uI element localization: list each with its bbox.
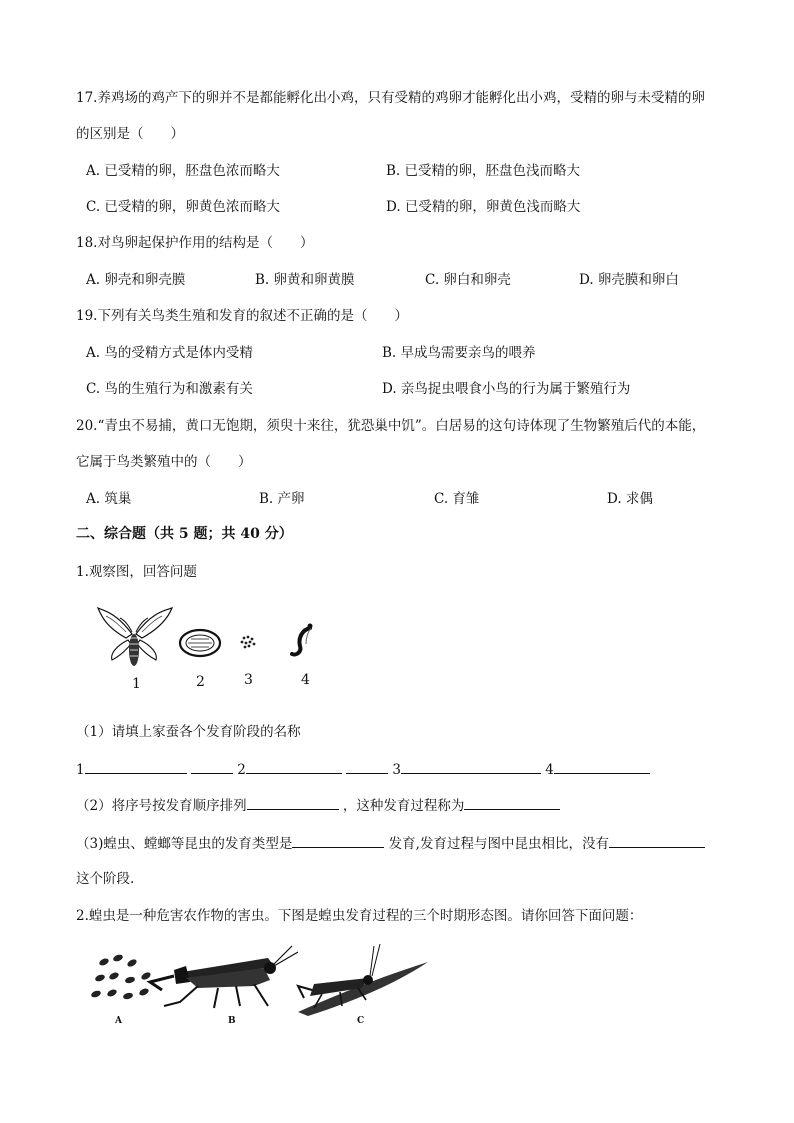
q19-stem: 19.下列有关鸟类生殖和发育的叙述不正确的是（ ） bbox=[76, 308, 408, 324]
blank-label-2: 2 bbox=[237, 762, 246, 778]
q19-option-c: C. 鸟的生殖行为和激素有关 bbox=[86, 381, 253, 397]
figure-label-3: 3 bbox=[244, 672, 253, 688]
figure-label-4: 4 bbox=[301, 672, 310, 688]
c1-sub3-text-b: 发育,发育过程与图中昆虫相比，没有 bbox=[388, 836, 609, 852]
q17-option-c: C. 已受精的卵，卵黄色浓而略大 bbox=[86, 199, 280, 215]
q17-option-a: A. 已受精的卵，胚盘色浓而略大 bbox=[86, 163, 280, 179]
figure-label-2: 2 bbox=[196, 674, 205, 690]
q18-stem: 18.对鸟卵起保护作用的结构是（ ） bbox=[76, 235, 314, 251]
q18-option-d: D. 卵壳膜和卵白 bbox=[579, 272, 679, 288]
q20-option-c: C. 育雏 bbox=[434, 491, 480, 507]
nymph-on-leaf-illustration bbox=[298, 944, 428, 1016]
q20-option-d: D. 求偶 bbox=[607, 491, 653, 507]
order-blank[interactable] bbox=[247, 795, 339, 810]
blank-label-1: 1 bbox=[76, 762, 85, 778]
missing-stage-blank[interactable] bbox=[609, 833, 705, 848]
larva-illustration bbox=[292, 624, 313, 655]
q17-option-d: D. 已受精的卵，卵黄色浅而略大 bbox=[386, 199, 581, 215]
answer-blank-1b[interactable] bbox=[191, 759, 233, 774]
c1-sub3-text-a: （3)蝗虫、螳螂等昆虫的发育类型是 bbox=[76, 836, 293, 852]
answer-blank-3[interactable] bbox=[401, 759, 541, 774]
c1-sub3-end: 这个阶段. bbox=[76, 871, 135, 887]
figure-label-b: B bbox=[228, 1016, 236, 1026]
c1-sub3 bbox=[76, 832, 705, 852]
figure-label-c: C bbox=[357, 1016, 365, 1026]
c1-sub2-text-a: （2）将序号按发育顺序排列 bbox=[76, 798, 247, 814]
q20-stem-line2: 它属于鸟类繁殖中的（ ） bbox=[76, 454, 252, 470]
blank-label-3: 3 bbox=[392, 762, 401, 778]
adult-locust-illustration bbox=[150, 946, 298, 1008]
q18-option-c: C. 卵白和卵壳 bbox=[425, 272, 511, 288]
answer-blank-4[interactable] bbox=[554, 759, 650, 774]
locust-lifecycle-figure bbox=[78, 936, 438, 1020]
q19-option-a: A. 鸟的受精方式是体内受精 bbox=[86, 345, 253, 361]
eggs-illustration bbox=[241, 636, 256, 649]
process-name-blank[interactable] bbox=[464, 795, 560, 810]
answer-blank-2a[interactable] bbox=[246, 759, 342, 774]
q18-option-b: B. 卵黄和卵黄膜 bbox=[255, 272, 355, 288]
q19-option-b: B. 早成鸟需要亲鸟的喂养 bbox=[382, 345, 536, 361]
q17-stem-line2: 的区别是（ ） bbox=[76, 126, 184, 142]
c2-stem: 2.蝗虫是一种危害农作物的害虫。下图是蝗虫发育过程的三个时期形态图。请你回答下面问题： bbox=[76, 908, 643, 924]
q19-option-d: D. 亲鸟捉虫喂食小鸟的行为属于繁殖行为 bbox=[382, 381, 631, 397]
development-type-blank[interactable] bbox=[292, 833, 384, 848]
figure-label-a: A bbox=[115, 1016, 122, 1026]
c1-sub1: （1）请填上家蚕各个发育阶段的名称 bbox=[76, 724, 301, 740]
q18-option-a: A. 卵壳和卵壳膜 bbox=[86, 272, 186, 288]
blank-label-4: 4 bbox=[545, 762, 554, 778]
section-heading: 二、综合题（共 5 题；共 40 分） bbox=[76, 526, 293, 542]
cocoon-illustration bbox=[180, 630, 220, 656]
q20-option-a: A. 筑巢 bbox=[86, 491, 132, 507]
figure-label-1: 1 bbox=[132, 676, 141, 692]
answer-blank-2b[interactable] bbox=[346, 759, 388, 774]
q17-stem-line1: 17.养鸡场的鸡产下的卵并不是都能孵化出小鸡，只有受精的鸡卵才能孵化出小鸡，受精的卵与未受精的卵 bbox=[76, 90, 705, 106]
q20-stem-line1: 20.“青虫不易捕，黄口无饱期，须臾十来往，犹恐巢中饥”。白居易的这句诗体现了生物繁殖后代的本能， bbox=[76, 418, 706, 434]
c1-stem: 1.观察图，回答问题 bbox=[76, 564, 197, 580]
locust-eggs-illustration bbox=[90, 953, 152, 1000]
c1-sub2-text-b: ，这种发育过程称为 bbox=[342, 798, 465, 814]
q20-option-b: B. 产卵 bbox=[259, 491, 305, 507]
silkworm-lifecycle-figure bbox=[96, 598, 326, 694]
moth-illustration bbox=[98, 608, 172, 666]
q17-option-b: B. 已受精的卵，胚盘色浅而略大 bbox=[386, 163, 581, 179]
c1-sub2 bbox=[76, 794, 560, 814]
answer-blank-1a[interactable] bbox=[85, 759, 187, 774]
stage-name-blanks bbox=[76, 759, 650, 778]
